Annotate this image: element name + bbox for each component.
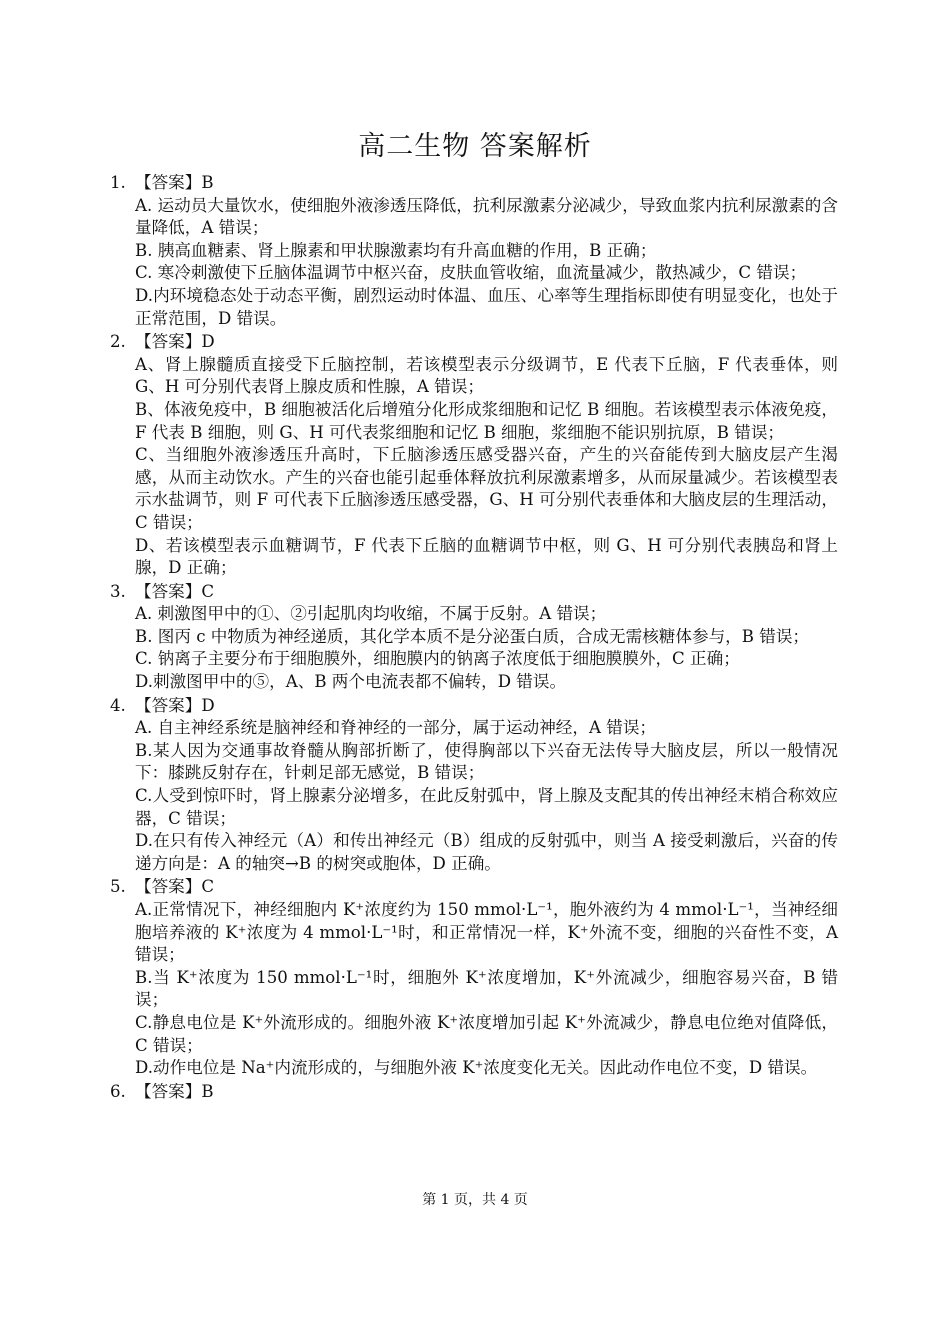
question-header: [110, 876, 838, 899]
answer-key: 【答案】D: [135, 332, 215, 352]
question-header: [110, 331, 838, 354]
explanation-item: C. 钠离子主要分布于细胞膜外，细胞膜内的钠离子浓度低于细胞膜膜外，C 正确；: [135, 649, 740, 669]
explanation-item: D、若该模型表示血糖调节，F 代表下丘脑的血糖调节中枢，则 G、H 可分别代表胰岛和肾上腺，D 正确；: [135, 535, 838, 578]
explanation-list: [135, 195, 838, 331]
explanation-item: C、当细胞外液渗透压升高时，下丘脑渗透压感受器兴奋，产生的兴奋能传到大脑皮层产生渴感，从而主动饮水。产生的兴奋也能引起垂体释放抗利尿激素增多，从而尿量减少。若该模型表示水盐调节，则 F 可代表下丘脑渗透压感受器，G、H 可分别代表垂体和大脑皮层的生理活动，C 错误；: [135, 445, 838, 532]
explanation-item: B、体液免疫中，B 细胞被活化后增殖分化形成浆细胞和记忆 B 细胞。若该模型表示体液免疫，F 代表 B 细胞，则 G、H 可代表浆细胞和记忆 B 细胞，浆细胞不能识别抗原，B 错误；: [135, 399, 838, 442]
explanation-item: C.人受到惊吓时，肾上腺素分泌增多，在此反射弧中，肾上腺及支配其的传出神经末梢合称效应器，C 错误；: [135, 786, 838, 828]
explanation-item: B.当 K⁺浓度为 150 mmol·L⁻¹时，细胞外 K⁺浓度增加，K⁺外流减少，细胞容易兴奋，B 错误；: [135, 967, 838, 1010]
explanation-item: D.动作电位是 Na⁺内流形成的，与细胞外液 K⁺浓度变化无关。因此动作电位不变，D 错误。: [135, 1058, 818, 1078]
explanation-item: D.内环境稳态处于动态平衡，剧烈运动时体温、血压、心率等生理指标即使有明显变化，也处于正常范围，D 错误。: [135, 285, 838, 328]
explanation-list: [135, 717, 838, 875]
explanation-list: [135, 603, 838, 693]
explanation-item: C. 寒冷刺激使下丘脑体温调节中枢兴奋，皮肤血管收缩，血流量减少，散热减少，C 错误；: [135, 263, 807, 283]
explanation-list: [135, 899, 838, 1080]
page-footer: 第 1 页，共 4 页: [422, 1192, 528, 1208]
explanation-item: D.刺激图甲中的⑤，A、B 两个电流表都不偏转，D 错误。: [135, 672, 567, 692]
answer-key: 【答案】B: [135, 173, 214, 192]
question-number: 5.: [110, 877, 126, 897]
answer-key: 【答案】C: [135, 877, 215, 897]
question-header: [110, 695, 838, 718]
question-block: [110, 581, 838, 694]
explanation-item: B. 图丙 c 中物质为神经递质，其化学本质不是分泌蛋白质，合成无需核糖体参与，B 错误；: [135, 626, 810, 646]
question-number: 3.: [110, 581, 126, 601]
question-block: [110, 876, 838, 1079]
answer-key: 【答案】D: [135, 695, 215, 715]
explanation-list: [135, 354, 838, 580]
question-block: [110, 331, 838, 580]
question-number: 1.: [110, 173, 126, 192]
question-number: 4.: [110, 695, 126, 715]
answer-list: [110, 172, 838, 1104]
explanation-item: A、肾上腺髓质直接受下丘脑控制，若该模型表示分级调节，E 代表下丘脑，F 代表垂体，则 G、H 可分别代表肾上腺皮质和性腺，A 错误；: [135, 354, 838, 397]
question-number: 2.: [110, 332, 126, 352]
question-header: [110, 581, 838, 604]
explanation-item: A. 刺激图甲中的①、②引起肌肉均收缩，不属于反射。A 错误；: [135, 604, 607, 624]
question-block: [110, 1081, 838, 1104]
answer-key: 【答案】B: [135, 1081, 214, 1101]
page-title: 高二生物 答案解析: [358, 131, 592, 162]
explanation-item: A.正常情况下，神经细胞内 K⁺浓度约为 150 mmol·L⁻¹，胞外液约为 4 mmol·L⁻¹，当神经细胞培养液的 K⁺浓度为 4 mmol·L⁻¹时，和正常情况一样，K⁺外流不变，细胞的兴奋性不变，A 错误；: [135, 900, 838, 965]
explanation-item: B. 胰高血糖素、肾上腺素和甲状腺激素均有升高血糖的作用，B 正确；: [135, 240, 657, 260]
explanation-item: B.某人因为交通事故脊髓从胸部折断了，使得胸部以下兴奋无法传导大脑皮层，所以一般情况下：膝跳反射存在，针刺足部无感觉，B 错误；: [135, 740, 838, 783]
question-header: [110, 172, 838, 195]
question-block: [110, 695, 838, 876]
explanation-item: D.在只有传入神经元（A）和传出神经元（B）组成的反射弧中，则当 A 接受刺激后，兴奋的传递方向是：A 的轴突→B 的树突或胞体，D 正确。: [135, 831, 838, 873]
explanation-item: A. 自主神经系统是脑神经和脊神经的一部分，属于运动神经，A 错误；: [135, 718, 657, 738]
question-header: [110, 1081, 838, 1104]
explanation-item: C.静息电位是 K⁺外流形成的。细胞外液 K⁺浓度增加引起 K⁺外流减少，静息电位绝对值降低，C 错误；: [135, 1012, 838, 1055]
question-number: 6.: [110, 1081, 126, 1101]
answer-key: 【答案】C: [135, 581, 215, 601]
question-block: [110, 172, 838, 330]
explanation-item: A. 运动员大量饮水，使细胞外液渗透压降低，抗利尿激素分泌减少，导致血浆内抗利尿激素的含量降低，A 错误；: [135, 195, 838, 238]
